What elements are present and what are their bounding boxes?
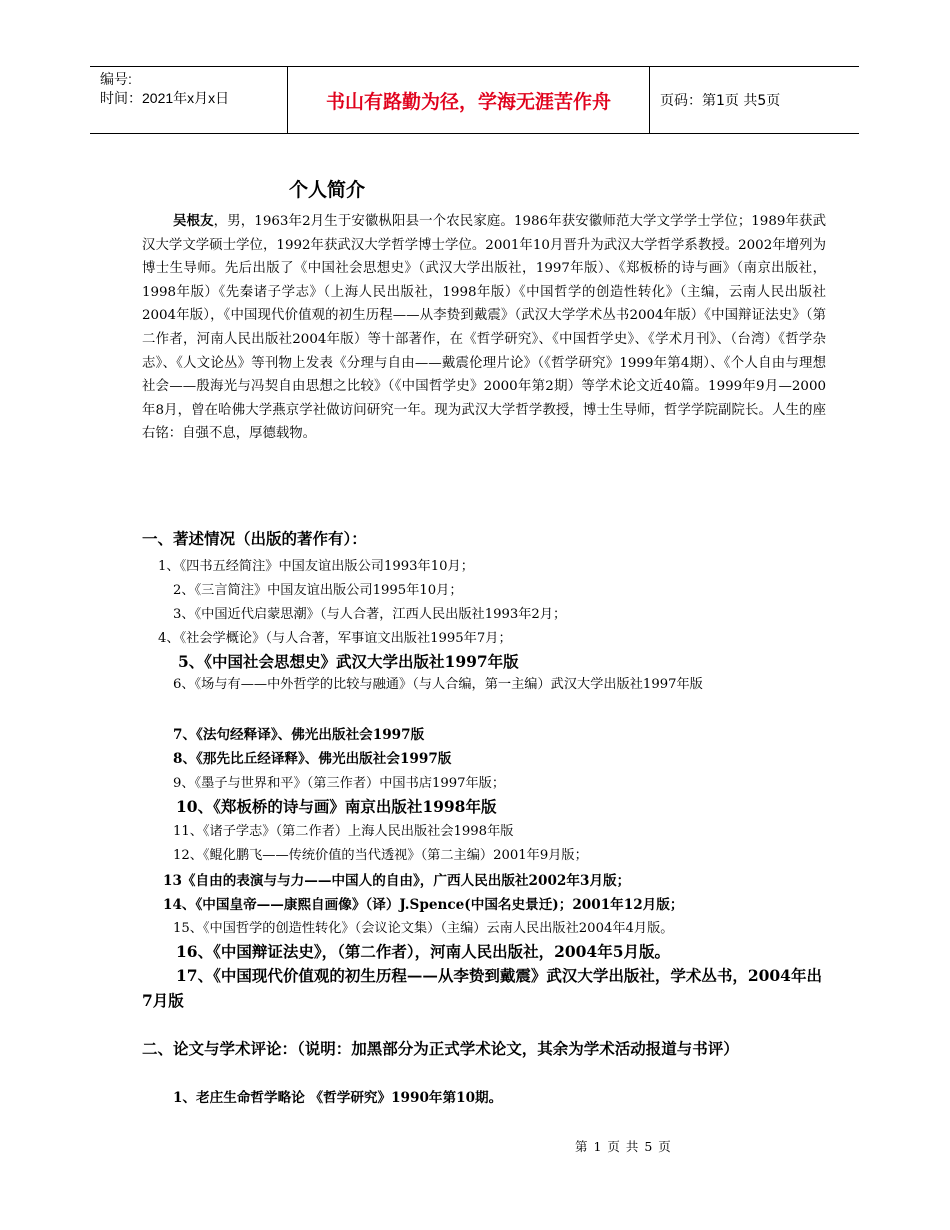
list-item: 6、《场与有——中外哲学的比较与融通》（与人合编，第一主编）武汉大学出版社1997年版 <box>173 677 703 692</box>
list-item: 8、《那先比丘经译释》、佛光出版社会1997版 <box>173 751 452 767</box>
list-item: 7、《法句经释译》、佛光出版社会1997版 <box>173 727 425 743</box>
list-item: 4、《社会学概论》（与人合著，军事谊文出版社1995年7月； <box>158 631 512 646</box>
header-page-info: 页码：第1页 共5页 <box>660 93 781 109</box>
list-item: 1、《四书五经简注》中国友谊出版公司1993年10月； <box>158 559 474 574</box>
list-item: 16、《中国辩证法史》，（第二作者），河南人民出版社，2004年5月版。 <box>176 942 670 961</box>
page-title: 个人简介 <box>289 179 366 201</box>
time-label: 时间：2021年x月x日 <box>100 90 230 106</box>
list-item: 5、《中国社会思想史》武汉大学出版社1997年版 <box>178 652 519 671</box>
header-meta <box>90 67 287 133</box>
list-item: 2、《三言简注》中国友谊出版公司1995年10月； <box>173 583 463 598</box>
bio-name: 吴根友 <box>173 213 214 229</box>
list-item: 10、《郑板桥的诗与画》南京出版社1998年版 <box>176 797 497 816</box>
list-item: 11、《诸子学志》（第二作者）上海人民出版社会1998年版 <box>173 824 514 839</box>
list-item: 17、《中国现代价值观的初生历程——从李贽到戴震》武汉大学出版社，学术丛书，2004年出7月版 <box>142 966 822 1010</box>
list-item: 3、《中国近代启蒙思潮》（与人合著，江西人民出版社1993年2月； <box>173 607 567 622</box>
bio-paragraph <box>142 210 826 446</box>
page-header <box>90 66 859 134</box>
list-item: 13《自由的表演与与力——中国人的自由》，广西人民出版社2002年3月版； <box>163 873 631 889</box>
list-item: 1、老庄生命哲学略论 《哲学研究》1990年第10期。 <box>173 1090 503 1106</box>
serial-label: 编号: <box>100 71 132 87</box>
list-item: 14、《中国皇帝——康熙自画像》（译）J.Spence(中国名史景迁)；2001年12月版； <box>163 897 684 913</box>
list-item: 15、《中国哲学的创造性转化》（会议论文集）（主编）云南人民出版社2004年4月版。 <box>173 921 674 936</box>
header-motto: 书山有路勤为径，学海无涯苦作舟 <box>287 67 650 133</box>
list-item: 12、《鲲化鹏飞——传统价值的当代透视》（第二主编）2001年9月版； <box>173 848 588 863</box>
section-2-title: 二、论文与学术评论：（说明：加黑部分为正式学术论文，其余为学术活动报道与书评） <box>142 1040 739 1058</box>
list-item: 9、《墨子与世界和平》（第三作者）中国书店1997年版； <box>173 776 506 791</box>
bio-text: ，男，1963年2月生于安徽枞阳县一个农民家庭。1986年获安徽师范大学文学学士学位；1989年获武汉大学文学硕士学位，1992年获武汉大学哲学博士学位。2001年10月晋升为武汉大学哲学系教授。2002年增列为博士生导师。先后出版了《中国社会思想史》（武汉大学出版社，1997年版）、《郑板桥的诗与画》（南京出版社，1998年版）《先秦诸子学志》（上海人民出版社，1998年版）《中国哲学的创造性转化》（主编，云南人民出版社2004年版），《中国现代价值观的初生历程——从李贽到戴震》（武汉大学学术丛书2004年版）《中国辩证法史》（第二作者，河南人民出版社2004年版）等十部著作，在《哲学研究》、《中国哲学史》、《学术月刊》、（台湾）《哲学杂志》、《人文论丛》等刊物上发表《分理与自由——戴震伦理片论》（《哲学研究》1999年第4期）、《个人自由与理想社会——殷海光与冯契自由思想之比较》（《中国哲学史》2000年第2期）等学术论文近40篇。1999年9月—2000年8月，曾在哈佛大学燕京学社做访问研究一年。现为武汉大学哲学教授，博士生导师，哲学学院副院长。人生的座右铭：自强不息，厚德载物。 <box>142 214 826 442</box>
section-1-title: 一、著述情况（出版的著作有）： <box>142 530 367 548</box>
page-footer: 第 1 页 共 5 页 <box>575 1139 672 1154</box>
